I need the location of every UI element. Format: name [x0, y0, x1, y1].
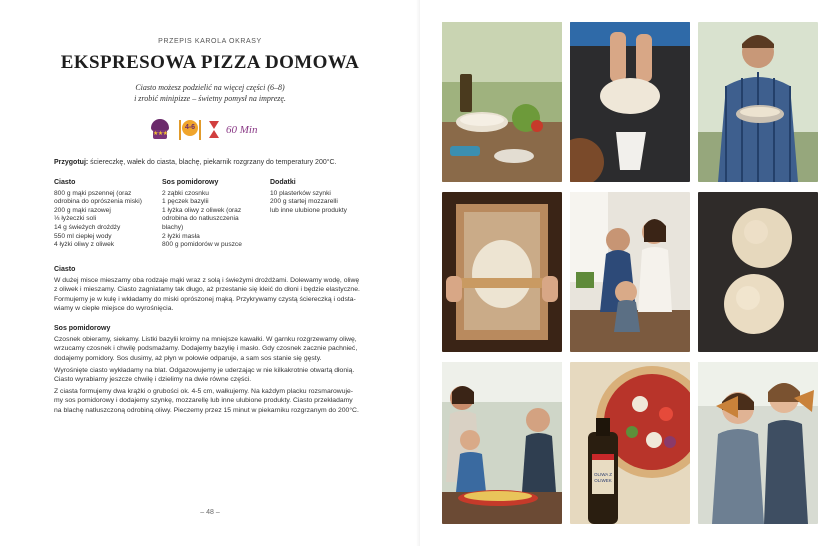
ingredient-item: 1 łyżka oliwy z oliwek (oraz: [162, 206, 242, 214]
hourglass-top: [209, 121, 219, 129]
ingredient-item: ⅓ łyżeczki soli: [54, 215, 97, 223]
photo-kneading-dough: [570, 22, 690, 182]
page-number: – 48 –: [200, 509, 220, 516]
sos-paragraph-1: [54, 335, 374, 363]
ingredients-dodatki: [270, 179, 374, 250]
photo-pizza-olive-oil: [570, 362, 690, 524]
fork-shape: [179, 120, 181, 140]
body-line: na blachę natłuszczoną odrobiną oliwy. Pieczemy przez 15 minut w piekarniku rozgrzanym do 200°C.: [54, 406, 359, 414]
chef-hat-stars: ★★★: [153, 131, 168, 137]
body-line: Formujemy je w kulę i wkładamy do miski oprószonej mąką. Przykrywamy czystą ściereczką i odsta-: [54, 295, 356, 303]
photo-dough-balls: [698, 192, 818, 352]
ingredients-sos-header: Sos pomidorowy: [162, 179, 219, 186]
section-sos-header: Sos pomidorowy: [54, 325, 111, 332]
photo-rolling-dough: [442, 192, 562, 352]
ingredient-item: 10 plasterków szynki: [270, 189, 331, 197]
ingredients-dodatki-header: Dodatki: [270, 179, 296, 186]
lead-line-1: Ciasto możesz podzielić na więcej części (6–8): [135, 83, 285, 92]
body-line: z oliwek i mieszamy. Ciasto zagniatamy tak długo, aż przestanie się kleić do dłoni i będzie elastyczne.: [54, 286, 360, 294]
sos-paragraph-2: [54, 366, 374, 384]
photo-family-kitchen: [570, 192, 690, 352]
ingredient-item: 14 g świeżych drożdży: [54, 223, 121, 231]
body-line: my sos pomidorowy i dodajemy szynkę, mozzarellę lub inne ulubione produkty. Ciasto przekładamy: [54, 397, 353, 405]
ingredients-columns: [54, 179, 374, 250]
prep-label: Przygotuj:: [54, 159, 89, 166]
prep-text: ściereczkę, wałek do ciasta, blachę, piekarnik rozgrzany do temperatury 200°C.: [88, 159, 337, 166]
section-sos: [54, 324, 374, 418]
ingredients-ciasto-header: Ciasto: [54, 179, 76, 186]
body-line: Wyrośnięte ciasto wykładamy na blat. Odgazowujemy je uderzając w nie kilkakrotnie otwartą dłonią.: [54, 366, 355, 374]
hourglass-bottom: [209, 130, 219, 138]
photo-ingredients-table: [442, 22, 562, 182]
recipe-kicker: PRZEPIS KAROLA OKRASY: [158, 38, 262, 45]
photo-boys-pizza: [698, 362, 818, 524]
ingredient-item: lub inne ulubione produkty: [270, 206, 347, 214]
servings-value: 4-6: [182, 120, 198, 136]
knife-shape: [199, 120, 201, 140]
photo-family-table: [442, 362, 562, 524]
body-line: Ciasto wyrabiamy jeszcze chwilę i dzielimy na dwie równe części.: [54, 376, 252, 384]
time-value: 60 Min: [226, 124, 258, 136]
ingredient-item: 200 g startej mozzarelli: [270, 198, 338, 206]
ingredient-item: odrobina do oprószenia miski): [54, 198, 142, 206]
ingredient-item: 1 pęczek bazylii: [162, 198, 209, 206]
ingredient-item: 4 łyżki oliwy z oliwek: [54, 241, 115, 249]
body-line: wiamy w ciepłe miejsce do wyrośnięcia.: [54, 304, 174, 312]
ingredient-item: 550 ml ciepłej wody: [54, 232, 112, 240]
bottle-label-line1: OLIWA Z: [593, 472, 613, 477]
ingredients-ciasto: [54, 179, 162, 250]
bottle-label-line2: OLIWEK: [594, 478, 612, 483]
recipe-lead: [80, 82, 340, 104]
plate-cutlery-icon: [178, 119, 202, 141]
ingredient-item: 2 łyżki masła: [162, 232, 200, 240]
prep-line: [54, 158, 374, 167]
ingredients-sos: [162, 179, 270, 250]
right-page: [420, 0, 840, 546]
ingredient-item: 2 ząbki czosnku: [162, 189, 209, 197]
body-line: Czosnek obieramy, siekamy. Listki bazylii kroimy na mniejsze kawałki. W garnku rozgrzewamy oliwę,: [54, 336, 357, 344]
body-line: dodajemy pomidory. Sos dusimy, aż płyn w połowie odparuje, a sam sos stanie się gęsty.: [54, 354, 322, 362]
ingredient-item: 800 g mąki pszennej (oraz: [54, 189, 132, 197]
section-ciasto-header: Ciasto: [54, 266, 76, 273]
ingredient-item: 800 g pomidorów w puszce: [162, 241, 242, 249]
section-ciasto: [54, 265, 374, 313]
sos-paragraph-3: [54, 387, 374, 415]
hourglass-icon: [208, 120, 220, 140]
ingredient-item: 200 g mąki razowej: [54, 206, 111, 214]
chef-hat-icon: [148, 119, 172, 141]
lead-line-2: i zrobić minipizze – świetny pomysł na imprezę.: [134, 94, 286, 103]
recipe-badges: [148, 118, 257, 142]
photo-man-with-bowl: [698, 22, 818, 182]
body-line: wrzucamy czosnek i chwilę podsmażamy. Dodajemy bazylię i masło. Gdy czosnek zacznie pachnieć,: [54, 345, 358, 353]
ingredient-item: odrobina do natłuszczenia: [162, 215, 239, 223]
ingredient-item: blachy): [162, 223, 184, 231]
recipe-title: EKSPRESOWA PIZZA DOMOWA: [60, 52, 360, 73]
body-line: W dużej misce mieszamy oba rodzaje mąki wraz z solą i świeżymi drożdżami. Dolewamy wodę, oliwę: [54, 277, 360, 285]
body-line: Z ciasta formujemy dwa krążki o grubości ok. 4-5 cm, wałkujemy. Na każdym placku rozsmarowuje-: [54, 388, 354, 396]
